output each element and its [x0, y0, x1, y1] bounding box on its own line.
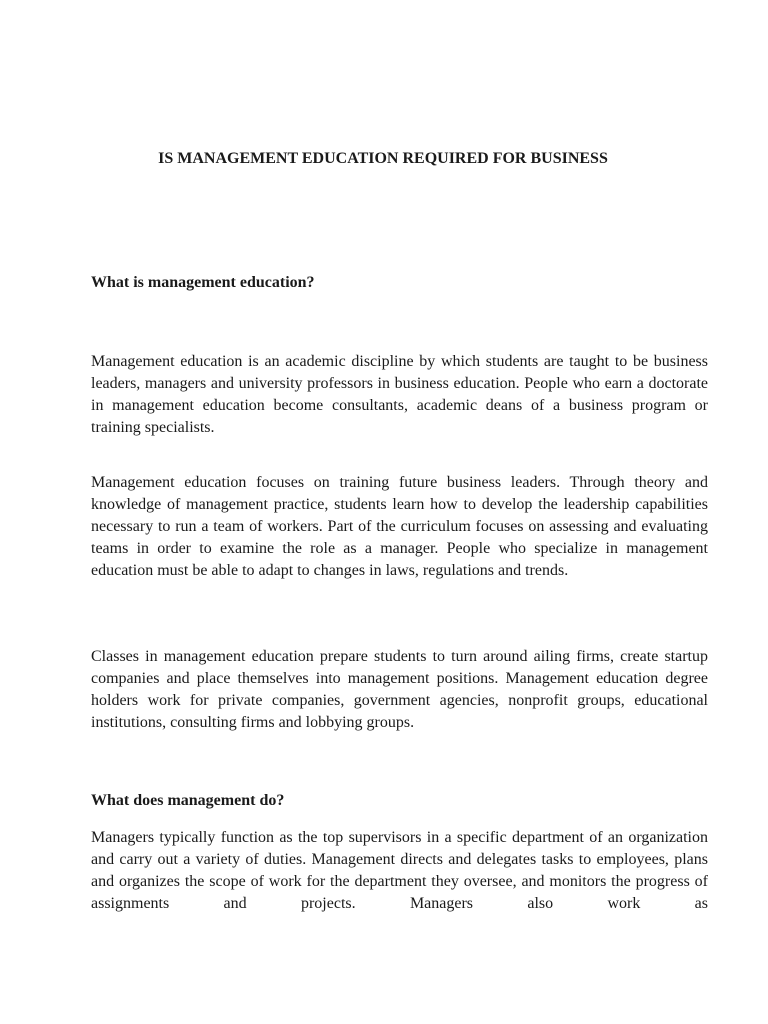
title-text: IS MANAGEMENT EDUCATION REQUIRED FOR BUSINESS — [158, 150, 608, 167]
paragraph: Management education focuses on training future business leaders. Through theory and knowledge of management practice, students learn how to develop the leadership capabilities necessary to run a team of workers. Part of the curriculum focuses on assessing and evaluating teams in order to examine the role as a manager. People who specialize in management education must be able to adapt to changes in laws, regulations and trends. — [91, 474, 708, 579]
document-title — [0, 150, 768, 168]
paragraph: Classes in management education prepare students to turn around ailing firms, create startup companies and place themselves into management positions. Management education degree holders work for private companies, government agencies, nonprofit groups, educational institutions, consulting firms and lobbying groups. — [91, 648, 708, 731]
section-heading: What does management do? — [91, 792, 285, 809]
paragraph: Management education is an academic discipline by which students are taught to be business leaders, managers and university professors in business education. People who earn a doctorate in management education become consultants, academic deans of a business program or training specialists. — [91, 353, 708, 436]
section-heading: What is management education? — [91, 274, 315, 291]
paragraph: Managers typically function as the top supervisors in a specific department of an organization and carry out a variety of duties. Management directs and delegates tasks to employees, plans and organizes the scope of work for the department they oversee, and monitors the progress of assignments and projects. Managers also work as — [91, 829, 708, 912]
